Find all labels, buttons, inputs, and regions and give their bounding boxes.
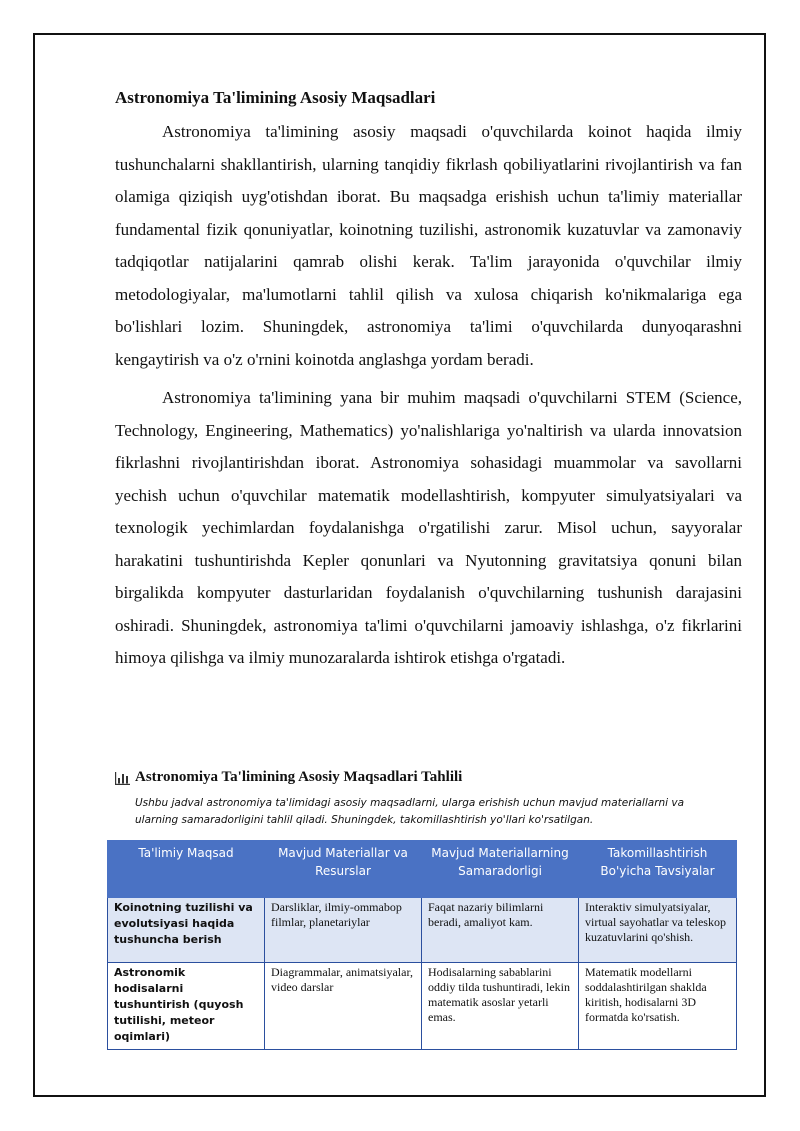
analysis-table xyxy=(107,840,737,1050)
column-header: Mavjud Materiallar va Resurslar xyxy=(265,841,422,898)
table-cell: Interaktiv simulyatsiyalar, virtual sayohatlar va teleskop kuzatuvlarini qo'shish. xyxy=(579,898,737,963)
table-row xyxy=(108,963,737,1050)
table-cell: Faqat nazariy bilimlarni beradi, amaliyot kam. xyxy=(422,898,579,963)
paragraph-2: Astronomiya ta'limining yana bir muhim maqsadi o'quvchilarni STEM (Science, Technology, Engineering, Mathematics) yo'nalishlariga yo'naltirish va ularda innovatsion fikrlashni rivojlantirishdan iborat. Astronomiya sohasidagi muammolar va savollarni yechish uchun o'quvchilar matematik modellashtirish, kompyuter simulyatsiyalari va texnologik yechimlardan foydalanishga o'rgatilishi zarur. Misol uchun, sayyoralar harakatini tushuntirishda Kepler qonunlari va Nyutonning gravitatsiya qonuni bilan birgalikda kompyuter dasturlaridan foydalanish o'quvchilarning tushunish darajasini oshiradi. Shuningdek, astronomiya ta'limi o'quvchilarni jamoaviy ishlashga, o'z fikrlarini himoya qilishga va ilmiy munozaralarda ishtirok etishga o'rgatadi. xyxy=(115,388,742,667)
column-header: Mavjud Materiallarning Samaradorligi xyxy=(422,841,579,898)
document-body xyxy=(115,86,742,681)
column-header: Takomillashtirish Bo'yicha Tavsiyalar xyxy=(579,841,737,898)
analysis-title: Astronomiya Ta'limining Asosiy Maqsadlari Tahlili xyxy=(135,769,463,785)
table-cell: Hodisalarning sabablarini oddiy tilda tushuntiradi, lekin matematik asoslar yetarli emas. xyxy=(422,963,579,1050)
table-cell: Diagrammalar, animatsiyalar, video darslar xyxy=(265,963,422,1050)
table-row xyxy=(108,898,737,963)
table-header-row xyxy=(108,841,737,898)
document-title: Astronomiya Ta'limining Asosiy Maqsadlari xyxy=(115,88,436,107)
paragraph-1: Astronomiya ta'limining asosiy maqsadi o'quvchilarda koinot haqida ilmiy tushunchalarni shakllantirish, ularning tanqidiy fikrlash qobiliyatlarini rivojlantirish va fan olamiga qiziqish uyg'otishdan iborat. Bu maqsadga erishish uchun ta'limiy materiallar fundamental fizik qonuniyatlar, koinotning tuzilishi, astronomik kuzatuvlar va zamonaviy tadqiqotlar natijalarini qamrab olishi kerak. Ta'lim jarayonida o'quvchilar ilmiy metodologiyalar, ma'lumotlarni tahlil qilish va xulosa chiqarish ko'nikmalariga ega bo'lishlari lozim. Shuningdek, astronomiya ta'limi o'quvchilarda dunyoqarashni kengaytirish va o'z o'rnini koinotda anglashga yordam beradi. xyxy=(115,122,742,369)
column-header: Ta'limiy Maqsad xyxy=(108,841,265,898)
analysis-heading xyxy=(115,767,742,787)
table-cell: Astronomik hodisalarni tushuntirish (quyosh tutilishi, meteor oqimlari) xyxy=(108,963,265,1050)
bar-chart-icon xyxy=(115,771,130,784)
analysis-section xyxy=(115,767,742,829)
table-cell: Koinotning tuzilishi va evolutsiyasi haqida tushuncha berish xyxy=(108,898,265,963)
table-cell: Matematik modellarni soddalashtirilgan shaklda kiritish, hodisalarni 3D formatda ko'rsatish. xyxy=(579,963,737,1050)
table-caption: Ushbu jadval astronomiya ta'limidagi asosiy maqsadlarni, ularga erishish uchun mavjud materiallarni va ularning samaradorligini tahlil qiladi. Shuningdek, takomillashtirish yo'llari ko'rsatilgan. xyxy=(135,797,685,826)
table-cell: Darsliklar, ilmiy-ommabop filmlar, planetariylar xyxy=(265,898,422,963)
